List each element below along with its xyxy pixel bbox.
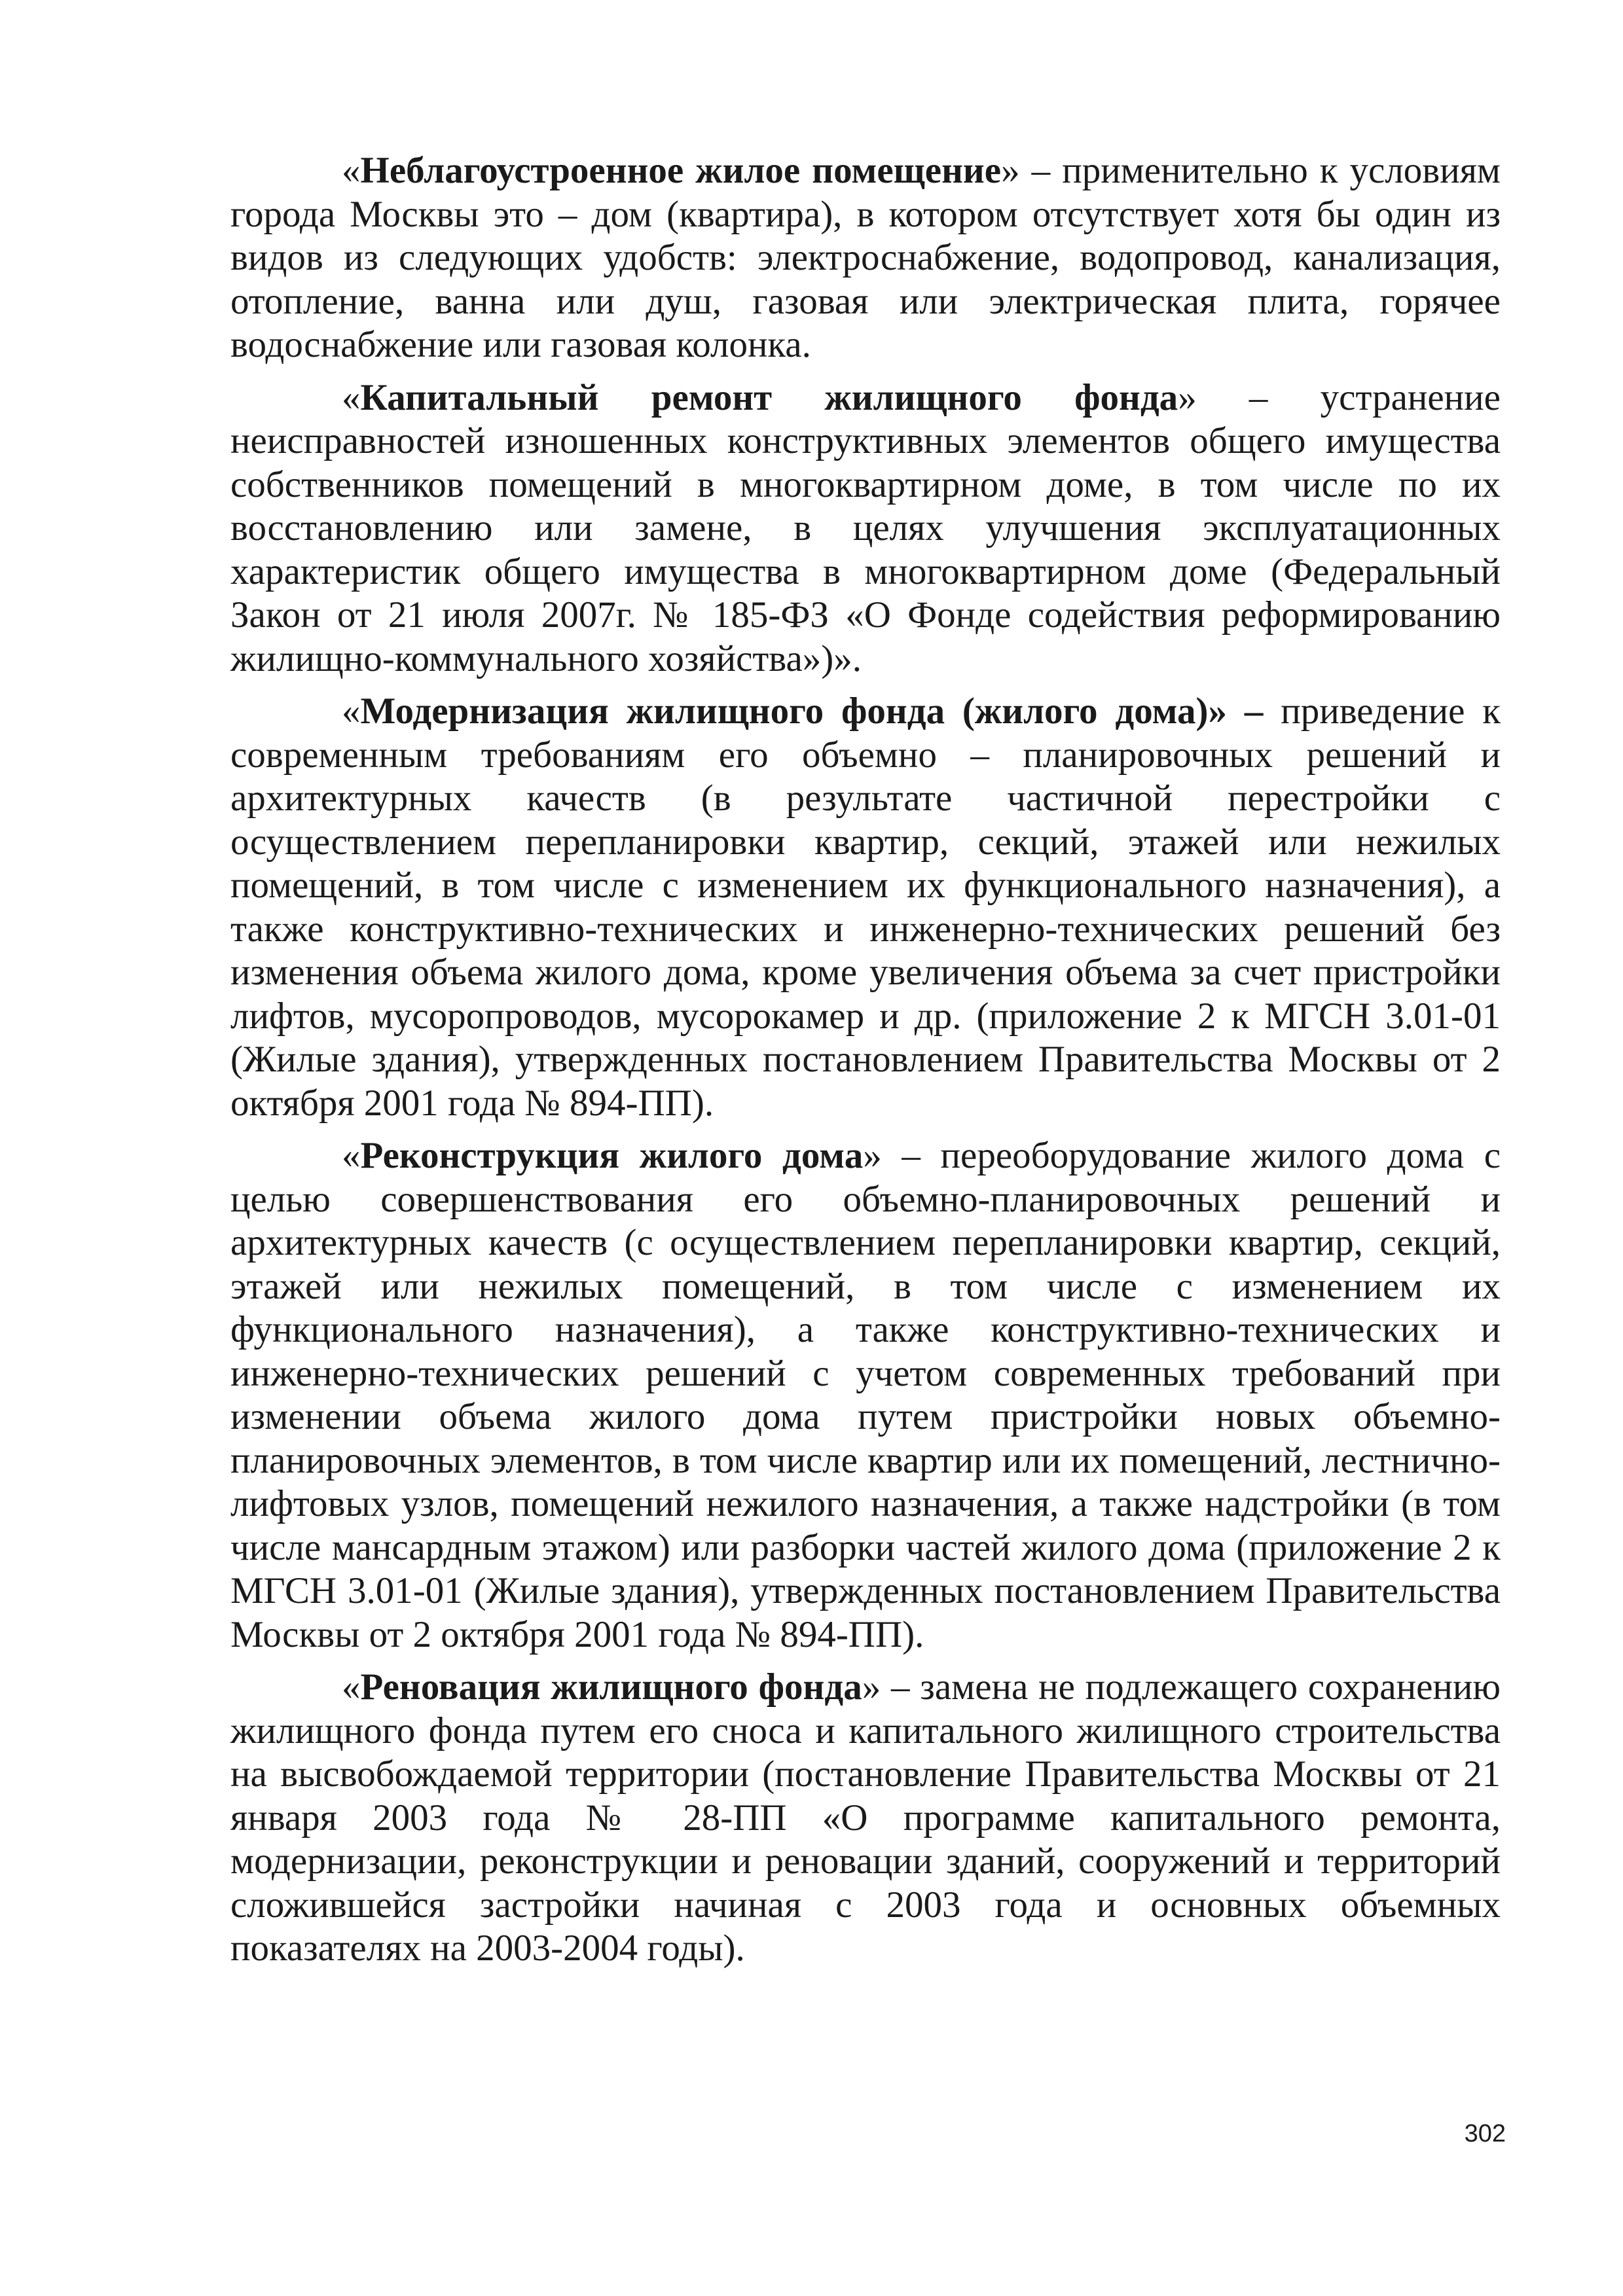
definition-paragraph-5: [230, 1666, 1501, 1971]
defined-term: Реновация жилищного фонда: [360, 1666, 862, 1708]
open-quote: «: [342, 1666, 361, 1708]
definition-text: приведение к современным требованиям его объемно – планировочных решений и архитектурных качеств (в результате частичной перестройки с осуществлением перепланировки квартир, секций, этажей или нежилых помещений, в том числе с изменением их функционального назначения), а также конструктивно-технических и инженерно-технических решений без изменения объема жилого дома, кроме увеличения объема за счет пристройки лифтов, мусоропроводов, мусорокамер и др. (приложение 2 к МГСН 3.01-01 (Жилые здания), утвержденных постановлением Правительства Москвы от 2 октября 2001 года № 894-ПП).: [230, 691, 1501, 1124]
document-body: [230, 149, 1501, 1980]
definition-text: » – применительно к условиям города Москвы это – дом (квартира), в котором отсутствует хотя бы один из видов из следующих удобств: электроснабжение, водопровод, канализация, отопление, ванна или душ, газовая или электрическая плита, горячее водоснабжение или газовая колонка.: [230, 150, 1501, 365]
definition-paragraph-3: [230, 690, 1501, 1125]
definition-text: » – переоборудование жилого дома с целью совершенствования его объемно-планировочных решений и архитектурных качеств (с осуществлением перепланировки квартир, секций, этажей или нежилых помещений, в том числе с изменением их функционального назначения), а также конструктивно-технических и инженерно-технических решений с учетом современных требований при изменении объема жилого дома путем пристройки новых объемно-планировочных элементов, в том числе квартир или их помещений, лестнично-лифтовых узлов, помещений нежилого назначения, а также надстройки (в том числе мансардным этажом) или разборки частей жилого дома (приложение 2 к МГСН 3.01-01 (Жилые здания), утвержденных постановлением Правительства Москвы от 2 октября 2001 года № 894-ПП).: [230, 1135, 1501, 1655]
definition-text: » – замена не подлежащего сохранению жилищного фонда путем его сноса и капитального жилищного строительства на высвобождаемой территории (постановление Правительства Москвы от 21 января 2003 года № 28-ПП «О программе капитального ремонта, модернизации, реконструкции и реновации зданий, сооружений и территорий сложившейся застройки начиная с 2003 года и основных объемных показателях на 2003-2004 годы).: [230, 1666, 1501, 1969]
page-number: 302: [1464, 2120, 1506, 2147]
open-quote: «: [342, 376, 361, 418]
definition-paragraph-1: [230, 149, 1501, 367]
open-quote: «: [342, 1135, 361, 1176]
definition-paragraph-2: [230, 376, 1501, 681]
defined-term: Модернизация жилищного фонда (жилого дома)» –: [360, 691, 1264, 732]
open-quote: «: [342, 150, 361, 191]
defined-term: Капитальный ремонт жилищного фонда: [360, 376, 1178, 418]
defined-term: Реконструкция жилого дома: [360, 1135, 864, 1176]
defined-term: Неблагоустроенное жилое помещение: [360, 150, 1002, 191]
definition-text: » – устранение неисправностей изношенных конструктивных элементов общего имущества собственников помещений в многоквартирном доме, в том числе по их восстановлению или замене, в целях улучшения эксплуатационных характеристик общего имущества в многоквартирном доме (Федеральный Закон от 21 июля 2007г. № 185-ФЗ «О Фонде содействия реформированию жилищно-коммунального хозяйства»)».: [230, 376, 1501, 679]
definition-paragraph-4: [230, 1134, 1501, 1657]
open-quote: «: [342, 691, 361, 732]
